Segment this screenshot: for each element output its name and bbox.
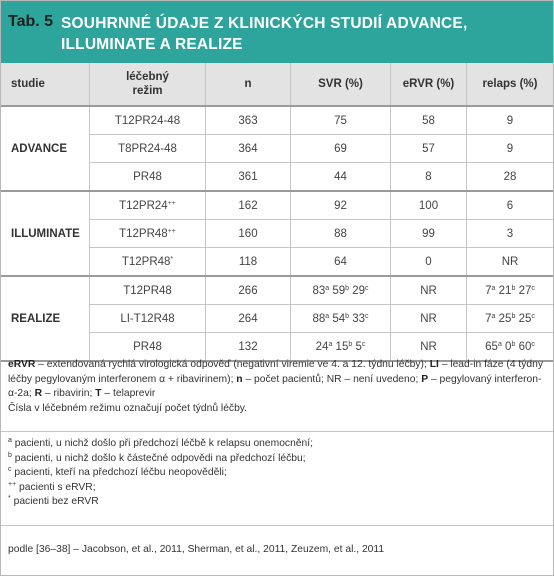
cell-value: NR (501, 255, 519, 268)
footnote-item (8, 495, 548, 510)
footnotes (8, 437, 548, 510)
footnote-mark: c (531, 284, 535, 292)
header-row (1, 63, 553, 106)
ervr-cell: NR (391, 333, 467, 362)
footnote-mark: b (511, 284, 516, 292)
footnote-mark: a (491, 284, 496, 292)
footnote-mark: c (531, 312, 535, 320)
relaps-cell (467, 276, 554, 305)
ervr-cell: 58 (391, 106, 467, 135)
abbreviations-note (8, 358, 548, 416)
cell-value: 9 (506, 114, 514, 127)
footnote-mark: b (8, 451, 12, 459)
cell-value: 60 (518, 340, 532, 353)
svr-cell (291, 276, 391, 305)
cell-value: 83 (312, 284, 326, 297)
col-header-ervr: eRVR (%) (391, 63, 467, 106)
footnote-item (8, 466, 548, 481)
footnote-text: pacienti, u nichž došlo k částečné odpovědi na předchozí léčbu; (11, 452, 306, 464)
n-cell: 118 (206, 248, 291, 277)
cell-value: 59 (332, 284, 346, 297)
abbrev-definition: – extendovaná rychlá virologická odpověď (negativní viremie ve 4. a 12. týdnu léčby); (35, 359, 430, 370)
n-cell: 361 (206, 163, 291, 192)
abbrev-term: P (421, 373, 429, 385)
n-cell: 363 (206, 106, 291, 135)
study-name: ILLUMINATE (1, 191, 90, 276)
cell-value: 7 (485, 312, 492, 325)
n-cell: 364 (206, 135, 291, 163)
relaps-cell (467, 191, 554, 220)
regimen-text: T12PR48 (119, 227, 168, 240)
footnote-mark: c (8, 466, 12, 473)
abbrev-definition: – pegylovaný interferon-α-2a; (8, 373, 542, 399)
relaps-cell (467, 106, 554, 135)
n-cell: 132 (206, 333, 291, 362)
cell-value: 24 (315, 340, 329, 353)
regimen-text: T12PR24 (119, 199, 168, 212)
cell-value: 9 (506, 142, 514, 155)
abbrev-definition: – lead-in fáze (4 týdny léčby pegylovaným interferonem α + ribavirinem); (8, 359, 544, 385)
regimen-footnote-mark: * (170, 255, 174, 263)
svr-cell (291, 248, 391, 277)
cell-value: 28 (503, 170, 517, 183)
footnote-text: pacienti s eRVR; (16, 481, 96, 493)
table-row (1, 191, 553, 220)
cell-value: 21 (498, 284, 512, 297)
abbreviations-text (8, 359, 543, 399)
footnote-mark: b (511, 340, 516, 348)
col-header-svr: SVR (%) (291, 63, 391, 106)
ervr-cell: 99 (391, 220, 467, 248)
regimen-cell (90, 135, 206, 163)
footnote-item (8, 452, 548, 467)
ervr-cell: 8 (391, 163, 467, 192)
ervr-cell: NR (391, 305, 467, 333)
relaps-cell (467, 305, 554, 333)
svr-cell (291, 220, 391, 248)
divider (1, 525, 553, 526)
relaps-cell (467, 135, 554, 163)
regimen-text: T8PR24-48 (118, 142, 177, 155)
footnote-text: pacienti, kteří na předchozí léčbu neopověděli; (11, 467, 227, 478)
footnote-mark: a (491, 312, 496, 320)
regimen-cell (90, 333, 206, 362)
cell-value: 65 (485, 340, 498, 353)
footnote-mark: b (348, 340, 353, 348)
regimen-text: PR48 (133, 170, 162, 183)
abbrev-term: n (236, 373, 243, 385)
divider (1, 431, 553, 432)
cell-value: 6 (506, 199, 514, 212)
footnote-mark: b (511, 312, 516, 320)
footnote-mark: a (325, 284, 330, 292)
table-body (1, 106, 553, 361)
col-header-rezim-text: léčebný režim (126, 71, 169, 97)
cell-value: 54 (332, 312, 346, 325)
regimen-cell (90, 276, 206, 305)
cell-value: 88 (334, 227, 347, 240)
svr-cell (291, 106, 391, 135)
regimen-cell (90, 305, 206, 333)
cell-value: 25 (498, 312, 512, 325)
ervr-cell: 57 (391, 135, 467, 163)
footnote-mark: b (345, 312, 350, 320)
footnote-mark: c (365, 284, 369, 292)
cell-value: 64 (334, 255, 347, 268)
footnote-mark: a (8, 437, 12, 444)
n-cell: 266 (206, 276, 291, 305)
cell-value: 29 (352, 284, 366, 297)
footnote-mark: c (531, 340, 535, 348)
footnote-mark: a (325, 312, 330, 320)
abbrev-definition: – počet pacientů; NR – není uvedeno; (242, 373, 422, 385)
relaps-cell (467, 248, 554, 277)
cell-value: 44 (334, 170, 347, 183)
footnote-mark: a (497, 340, 502, 348)
table-row (1, 276, 553, 305)
abbrev-definition: – ribavirin; (42, 388, 96, 399)
relaps-cell (467, 163, 554, 192)
col-header-relaps: relaps (%) (467, 63, 554, 106)
table-number: Tab. 5 (8, 13, 54, 30)
footnote-mark: b (345, 284, 350, 292)
cell-value: 75 (334, 114, 347, 127)
svr-cell (291, 305, 391, 333)
regimen-text: T12PR48 (123, 284, 172, 297)
svr-cell (291, 135, 391, 163)
cell-value: 3 (506, 227, 514, 240)
abbrev-term: T (95, 388, 102, 399)
cell-value: 15 (335, 340, 349, 353)
footnote-mark: * (8, 495, 11, 502)
footnote-item (8, 481, 548, 496)
regimen-text: LI-T12R48 (120, 312, 175, 325)
regimen-cell (90, 163, 206, 192)
ervr-cell: 100 (391, 191, 467, 220)
relaps-cell (467, 220, 554, 248)
weeks-note: Čísla v léčebném režimu označují počet týdnů léčby. (8, 402, 248, 414)
abbrev-term: eRVR (8, 359, 36, 370)
n-cell: 160 (206, 220, 291, 248)
footnote-text: pacienti bez eRVR (10, 496, 99, 507)
col-header-studie: studie (1, 63, 90, 106)
abbrev-term: LI (429, 359, 439, 370)
regimen-cell (90, 191, 206, 220)
footnote-mark: c (365, 312, 369, 320)
regimen-cell (90, 248, 206, 277)
cell-value: 88 (312, 312, 326, 325)
ervr-cell: 0 (391, 248, 467, 277)
cell-value: 33 (352, 312, 366, 325)
regimen-footnote-mark: ++ (167, 199, 176, 207)
footnote-mark: c (361, 340, 366, 348)
cell-value: 25 (518, 312, 532, 325)
regimen-cell (90, 220, 206, 248)
cell-value: 27 (518, 284, 532, 297)
regimen-cell (90, 106, 206, 135)
footnote-mark: a (328, 340, 333, 348)
cell-value: 5 (355, 340, 362, 353)
study-name: REALIZE (1, 276, 90, 361)
footnote-text: pacienti, u nichž došlo při předchozí léčbě k relapsu onemocnění; (11, 438, 313, 449)
svr-cell (291, 163, 391, 192)
cell-value: 7 (485, 284, 492, 297)
table-title: SOUHRNNÉ ÚDAJE Z KLINICKÝCH STUDIÍ ADVANCE, ILLUMINATE A REALIZE (61, 15, 468, 53)
footnote-item (8, 437, 548, 452)
n-cell: 162 (206, 191, 291, 220)
col-header-n: n (206, 63, 291, 106)
study-name: ADVANCE (1, 106, 90, 191)
results-table (1, 63, 553, 362)
abbrev-definition: – telaprevir (101, 388, 156, 399)
table-row (1, 106, 553, 135)
svr-cell (291, 191, 391, 220)
svr-cell (291, 333, 391, 362)
table-header-band (1, 1, 553, 63)
cell-value: 69 (334, 142, 347, 155)
source-note: podle [36–38] – Jacobson, et al., 2011, Sherman, et al., 2011, Zeuzem, et al., 2011 (8, 544, 385, 555)
col-header-rezim (90, 63, 206, 106)
regimen-text: T12PR24-48 (114, 114, 181, 127)
abbrev-term: R (34, 388, 42, 399)
regimen-footnote-mark: ++ (167, 227, 176, 235)
ervr-cell: NR (391, 276, 467, 305)
cell-value: 92 (334, 199, 347, 212)
regimen-text: PR48 (133, 340, 162, 353)
relaps-cell (467, 333, 554, 362)
regimen-text: T12PR48 (121, 255, 171, 268)
n-cell: 264 (206, 305, 291, 333)
cell-value: 0 (505, 340, 512, 353)
footnote-mark: ++ (8, 480, 17, 488)
